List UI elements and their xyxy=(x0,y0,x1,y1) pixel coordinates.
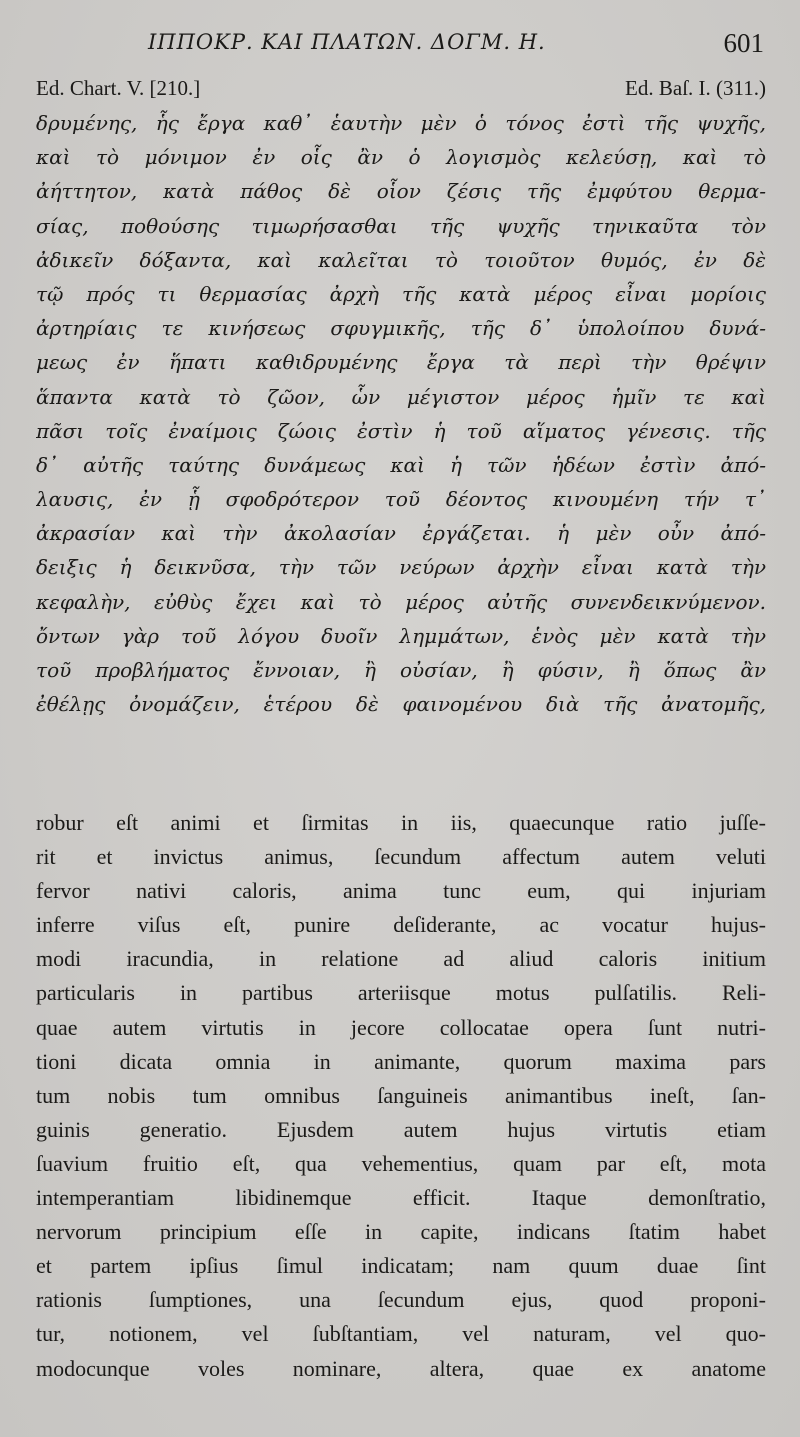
latin-line: robur eſt animi et ſirmitas in iis, quaecunque ratio juſſe- xyxy=(36,810,766,835)
greek-line: δρυμένης, ἧς ἔργα καθ᾽ ἑαυτὴν μὲν ὁ τόνος ἐστὶ τῆς ψυχῆς, xyxy=(36,111,766,135)
greek-line: ἀδικεῖν δόξαντα, καὶ καλεῖται τὸ τοιοῦτον θυμός, ἐν δὲ xyxy=(36,247,766,272)
latin-line: tur, notionem, vel ſubſtantiam, vel naturam, vel quo- xyxy=(36,1321,766,1347)
edition-basel-reference: Ed. Baſ. I. (311.) xyxy=(625,76,766,100)
greek-line: ἅπαντα κατὰ τὸ ζῶον, ὧν μέγιστον μέρος ἡμῖν τε καὶ xyxy=(36,384,766,409)
greek-line: ἀκρασίαν καὶ τὴν ἀκολασίαν ἐργάζεται. ἡ μὲν οὖν ἀπό- xyxy=(36,521,766,546)
greek-line: ἀρτηρίαις τε κινήσεως σφυγμικῆς, τῆς δ᾽ ὑπολοίπου δυνά- xyxy=(36,316,766,341)
edition-reference-line xyxy=(36,76,766,104)
greek-line: τῷ πρός τι θερμασίας ἀρχὴ τῆς κατὰ μέρος εἶναι μορίοις xyxy=(36,281,766,306)
latin-line: tioni dicata omnia in animante, quorum maxima pars xyxy=(36,1048,766,1074)
greek-line: ἐθέλῃς ὀνομάζειν, ἑτέρου δὲ φαινομένου διὰ τῆς ἀνατομῆς, xyxy=(36,692,766,717)
greek-line: τοῦ προβλήματος ἔννοιαν, ἢ οὐσίαν, ἢ φύσιν, ἢ ὅπως ἂν xyxy=(36,658,766,682)
greek-line: ἀήττητον, κατὰ πάθος δὲ οἷον ζέσις τῆς ἐμφύτου θερμα- xyxy=(36,179,766,204)
latin-line: guinis generatio. Ejusdem autem hujus virtutis etiam xyxy=(36,1116,766,1142)
latin-line: modocunque voles nominare, altera, quae ex anatome xyxy=(36,1355,766,1381)
latin-line: fervor nativi caloris, anima tunc eum, qui injuriam xyxy=(36,878,766,904)
latin-line: rit et invictus animus, ſecundum affectum autem veluti xyxy=(36,844,766,870)
latin-text-block xyxy=(36,806,766,1386)
latin-line: tum nobis tum omnibus ſanguineis animantibus ineſt, ſan- xyxy=(36,1082,766,1108)
latin-line: intemperantiam libidinemque efficit. Itaque demonſtratio, xyxy=(36,1185,766,1211)
latin-line: nervorum principium eſſe in capite, indicans ſtatim habet xyxy=(36,1219,766,1245)
greek-line: κεφαλὴν, εὐθὺς ἔχει καὶ τὸ μέρος αὐτῆς συνενδεικνύμενον. xyxy=(36,589,766,614)
latin-line: ſuavium fruitio eſt, qua vehementius, quam par eſt, mota xyxy=(36,1150,766,1176)
greek-line: πᾶσι τοῖς ἐναίμοις ζώοις ἐστὶν ἡ τοῦ αἵματος γένεσις. τῆς xyxy=(36,418,766,443)
latin-line: et partem ipſius ſimul indicatam; nam quum duae ſint xyxy=(36,1253,766,1279)
greek-line: δειξις ἡ δεικνῦσα, τὴν τῶν νεύρων ἀρχὴν εἶναι κατὰ τὴν xyxy=(36,555,766,580)
greek-line: δ᾽ αὐτῆς ταύτης δυνάμεως καὶ ἡ τῶν ἡδέων ἐστὶν ἀπό- xyxy=(36,452,766,477)
greek-line: λαυσις, ἐν ᾗ σφοδρότερον τοῦ δέοντος κινουμένη τήν τ᾽ xyxy=(36,487,766,512)
running-title: ΙΠΠΟΚΡ. ΚΑΙ ΠΛΑΤΩΝ. ΔΟΓΜ. Η. xyxy=(148,30,546,54)
page-number: 601 xyxy=(723,28,764,58)
running-head xyxy=(0,26,800,62)
greek-line: μεως ἐν ἥπατι καθιδρυμένης ἔργα τὰ περὶ τὴν θρέψιν xyxy=(36,350,766,375)
latin-line: modi iracundia, in relatione ad aliud caloris initium xyxy=(36,946,766,972)
greek-line: σίας, ποθούσης τιμωρήσασθαι τῆς ψυχῆς τηνικαῦτα τὸν xyxy=(36,213,766,238)
latin-line: rationis ſumptiones, una ſecundum ejus, quod proponi- xyxy=(36,1287,766,1313)
greek-line: ὄντων γὰρ τοῦ λόγου δυοῖν λημμάτων, ἑνὸς μὲν κατὰ τὴν xyxy=(36,623,766,648)
greek-line: καὶ τὸ μόνιμον ἐν οἷς ἂν ὁ λογισμὸς κελεύσῃ, καὶ τὸ xyxy=(36,145,766,170)
greek-text-block xyxy=(36,106,766,721)
edition-chart-reference: Ed. Chart. V. [210.] xyxy=(36,76,201,100)
latin-line: particularis in partibus arteriisque motus pulſatilis. Reli- xyxy=(36,980,766,1006)
latin-line: quae autem virtutis in jecore collocatae opera ſunt nutri- xyxy=(36,1014,766,1040)
latin-line: inferre viſus eſt, punire deſiderante, ac vocatur hujus- xyxy=(36,912,766,938)
